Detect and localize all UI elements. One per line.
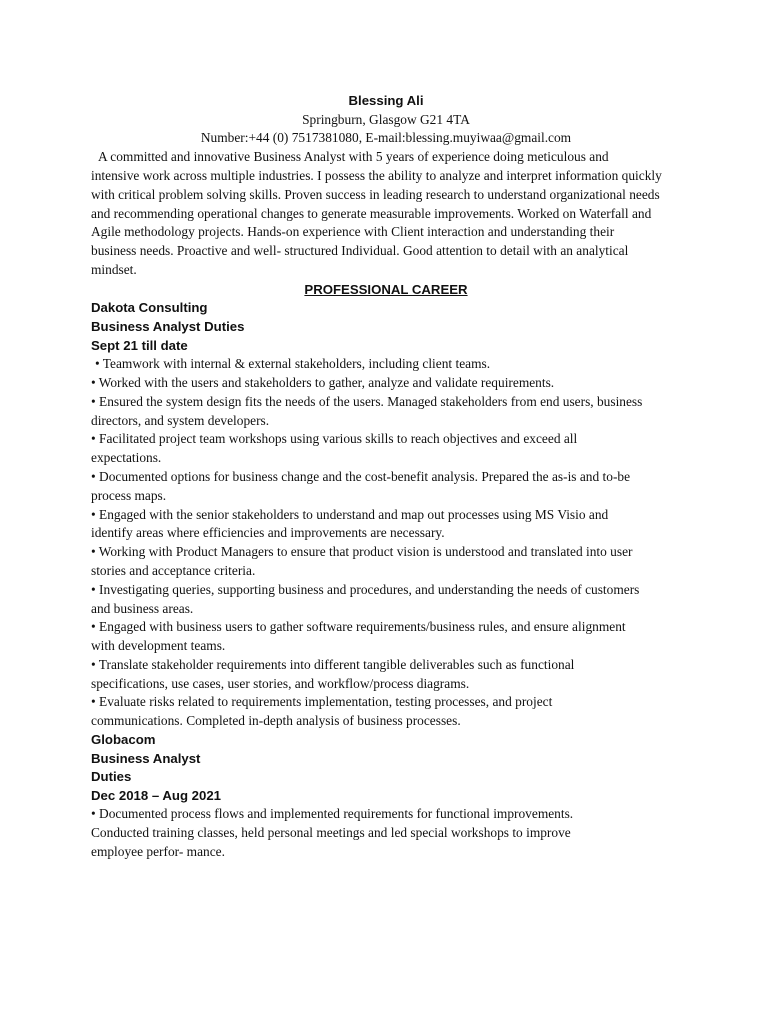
- summary-line: Agile methodology projects. Hands-on experience with Client interaction and understanding their: [91, 224, 615, 240]
- duty-item: [91, 374, 681, 393]
- company-name: Dakota Consulting: [91, 300, 208, 316]
- duty-line: • Teamwork with internal & external stakeholders, including client teams.: [95, 356, 491, 372]
- job-role: Business Analyst: [91, 750, 201, 766]
- job-dates: Dec 2018 – Aug 2021: [91, 787, 222, 803]
- summary-line: and recommending operational changes to generate measurable improvements. Worked on Waterfall and: [91, 205, 652, 221]
- duty-line: communications. Completed in-depth analysis of business processes.: [91, 713, 461, 729]
- duty-item: [91, 355, 681, 374]
- duty-line: expectations.: [91, 450, 162, 466]
- duty-line: Conducted training classes, held personal meetings and led special workshops to improve: [91, 825, 571, 841]
- duty-item: [91, 543, 681, 581]
- resume-page: [91, 92, 681, 862]
- summary-line: mindset.: [91, 261, 137, 277]
- duty-item: [91, 468, 681, 506]
- duty-line: and business areas.: [91, 600, 194, 616]
- summary-line: business needs. Proactive and well- structured Individual. Good attention to detail with an analytical: [91, 243, 629, 259]
- duty-line: process maps.: [91, 487, 167, 503]
- duty-line: specifications, use cases, user stories, and workflow/process diagrams.: [91, 675, 470, 691]
- duty-line: • Working with Product Managers to ensure that product vision is understood and translated into user: [91, 544, 633, 560]
- section-heading-professional-career: PROFESSIONAL CAREER: [304, 281, 468, 297]
- duty-line: • Facilitated project team workshops using various skills to reach objectives and exceed all: [91, 431, 578, 447]
- duty-line: • Ensured the system design fits the needs of the users. Managed stakeholders from end users, business: [91, 393, 643, 409]
- duty-line: identify areas where efficiencies and improvements are necessary.: [91, 525, 445, 541]
- duty-line: • Engaged with the senior stakeholders to understand and map out processes using MS Visio and: [91, 506, 609, 522]
- duty-list: [91, 805, 681, 861]
- job-role-duties-label: Duties: [91, 769, 132, 785]
- duty-item: [91, 581, 681, 619]
- duty-line: • Engaged with business users to gather software requirements/business rules, and ensure alignment: [91, 619, 626, 635]
- candidate-name: Blessing Ali: [348, 93, 424, 108]
- duty-list: [91, 355, 681, 731]
- duty-item: [91, 693, 681, 731]
- professional-summary: [91, 148, 681, 280]
- duty-item: [91, 618, 681, 656]
- duty-line: • Documented options for business change and the cost-benefit analysis. Prepared the as-is and to-be: [91, 468, 631, 484]
- company-name: Globacom: [91, 732, 156, 748]
- summary-line: with critical problem solving skills. Proven success in leading research to understand organizational needs: [91, 186, 660, 202]
- summary-line: intensive work across multiple industries. I possess the ability to analyze and interpret information quickly: [91, 167, 662, 183]
- duty-line: • Worked with the users and stakeholders to gather, analyze and validate requirements.: [91, 374, 555, 390]
- summary-line: A committed and innovative Business Analyst with 5 years of experience doing meticulous and: [98, 149, 609, 165]
- duty-line: • Translate stakeholder requirements into different tangible deliverables such as functional: [91, 656, 575, 672]
- duty-line: • Evaluate risks related to requirements implementation, testing processes, and project: [91, 694, 553, 710]
- job-entry-dakota: [91, 299, 681, 731]
- duty-line: directors, and system developers.: [91, 412, 270, 428]
- job-dates: Sept 21 till date: [91, 337, 188, 353]
- duty-line: employee perfor- mance.: [91, 844, 225, 860]
- job-role: Business Analyst Duties: [91, 318, 245, 334]
- duty-line: • Investigating queries, supporting business and procedures, and understanding the needs of customers: [91, 581, 640, 597]
- duty-item: [91, 393, 681, 431]
- job-entry-globacom: [91, 731, 681, 862]
- duty-line: stories and acceptance criteria.: [91, 562, 256, 578]
- duty-item: [91, 430, 681, 468]
- duty-item: [91, 656, 681, 694]
- duty-line: • Documented process flows and implemented requirements for functional improvements.: [91, 806, 574, 822]
- duty-item: [91, 506, 681, 544]
- candidate-contact: Number:+44 (0) 7517381080, E-mail:blessing.muyiwaa@gmail.com: [200, 130, 572, 146]
- duty-item: [91, 805, 681, 861]
- candidate-address: Springburn, Glasgow G21 4TA: [302, 111, 470, 127]
- duty-line: with development teams.: [91, 638, 226, 654]
